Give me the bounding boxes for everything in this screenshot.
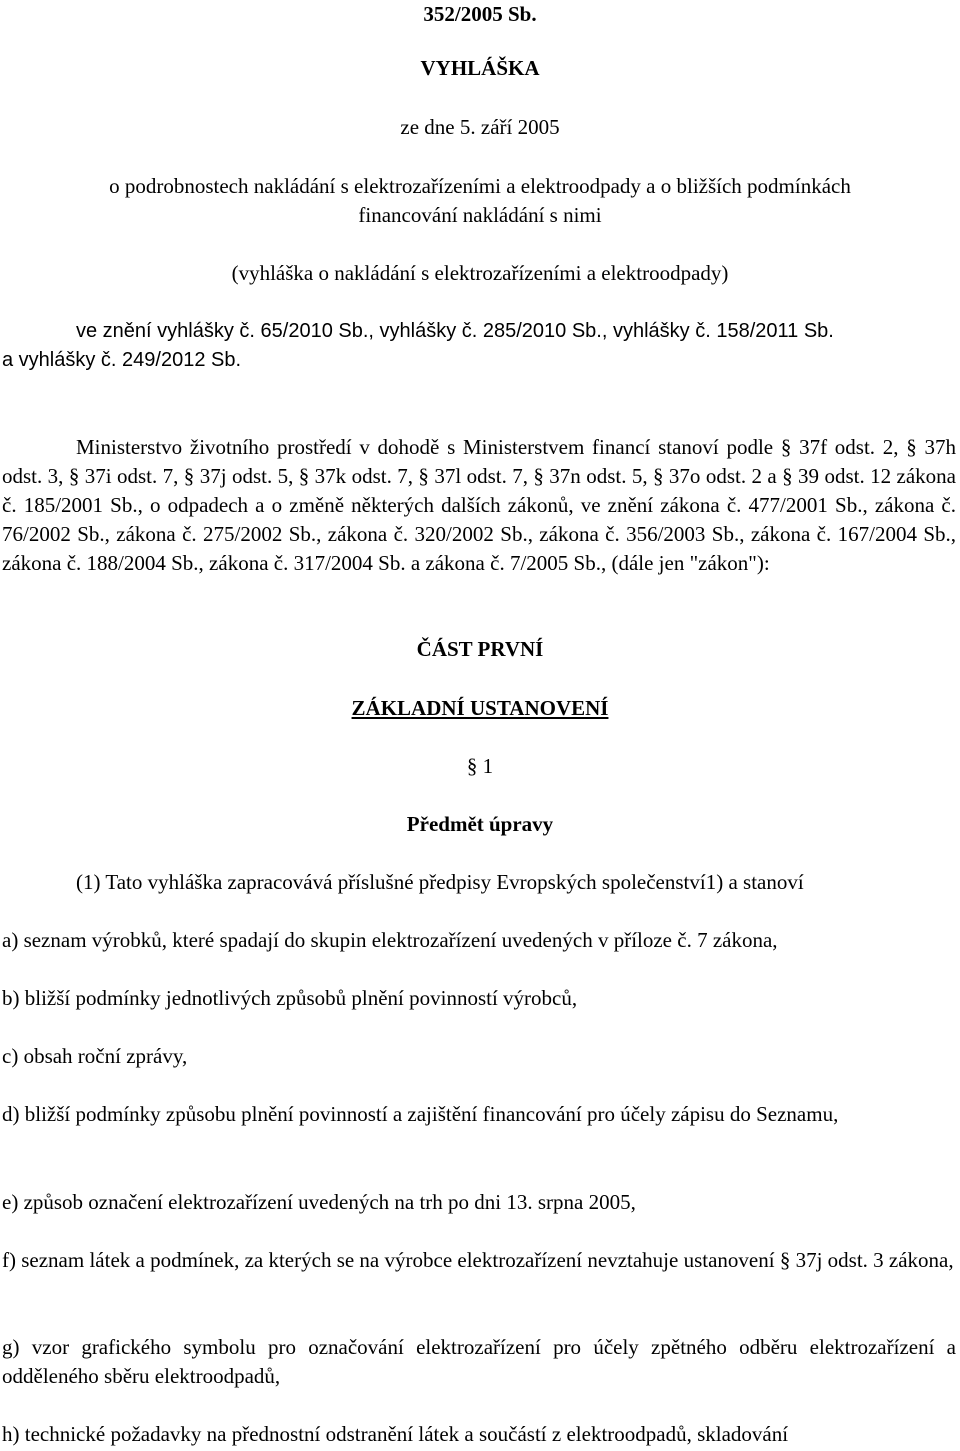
preamble: Ministerstvo životního prostředí v dohodě s Ministerstvem financí stanoví podle § 37f odst. 2, § 37h odst. 3, § 37i odst. 7, § 37j odst. 5, § 37k odst. 7, § 37l odst. 7, § 37n odst. 5, § 37o odst. 2 a § 39 odst. 12 zákona č. 185/2001 Sb., o odpadech a o změně některých dalších zákonů, ve znění zákona č. 477/2001 Sb., zákona č. 76/2002 Sb., zákona č. 275/2002 Sb., zákona č. 320/2002 Sb., zákona č. 356/2003 Sb., zákona č. 167/2004 Sb., zákona č. 188/2004 Sb., zákona č. 317/2004 Sb. a zákona č. 7/2005 Sb., (dále jen "zákon"): bbox=[2, 435, 956, 575]
list-item-c: c) obsah roční zprávy, bbox=[2, 1044, 188, 1068]
list-item-f: f) seznam látek a podmínek, za kterých se na výrobce elektrozařízení nevztahuje ustanovení § 37j odst. 3 zákona, bbox=[2, 1248, 954, 1272]
section-number: § 1 bbox=[466, 754, 494, 778]
list-item-d: d) bližší podmínky způsobu plnění povinností a zajištění financování pro účely zápisu do Seznamu, bbox=[2, 1102, 839, 1126]
list-item-h: h) technické požadavky na přednostní odstranění látek a součástí z elektroodpadů, skladování bbox=[2, 1422, 789, 1446]
list-item-a: a) seznam výrobků, které spadají do skupin elektrozařízení uvedených v příloze č. 7 zákona, bbox=[2, 928, 778, 952]
list-item-g: g) vzor grafického symbolu pro označování elektrozařízení pro účely zpětného odběru elektrozařízení a odděleného sběru elektroodpadů, bbox=[2, 1335, 956, 1388]
section-title: Předmět úpravy bbox=[406, 812, 554, 836]
subject-line-2: financování nakládání s nimi bbox=[358, 203, 602, 227]
part-title: ČÁST PRVNÍ bbox=[416, 637, 544, 661]
list-item-e: e) způsob označení elektrozařízení uvedených na trh po dni 13. srpna 2005, bbox=[2, 1190, 636, 1214]
regulation-number: 352/2005 Sb. bbox=[423, 2, 537, 26]
document-type: VYHLÁŠKA bbox=[420, 56, 540, 80]
issue-date: ze dne 5. září 2005 bbox=[400, 115, 560, 139]
short-title: (vyhláška o nakládání s elektrozařízeními a elektroodpady) bbox=[231, 261, 729, 285]
part-subtitle: ZÁKLADNÍ USTANOVENÍ bbox=[351, 696, 609, 720]
amendments-line-2: a vyhlášky č. 249/2012 Sb. bbox=[2, 349, 242, 371]
list-item-b: b) bližší podmínky jednotlivých způsobů plnění povinností výrobců, bbox=[2, 986, 578, 1010]
amendments-line-1: ve znění vyhlášky č. 65/2010 Sb., vyhlášky č. 285/2010 Sb., vyhlášky č. 158/2011 Sb. bbox=[76, 320, 834, 342]
section-intro: (1) Tato vyhláška zapracovává příslušné předpisy Evropských společenství1) a stanoví bbox=[76, 870, 804, 894]
subject-line-1: o podrobnostech nakládání s elektrozařízeními a elektroodpady a o bližších podmínkách bbox=[109, 174, 851, 198]
